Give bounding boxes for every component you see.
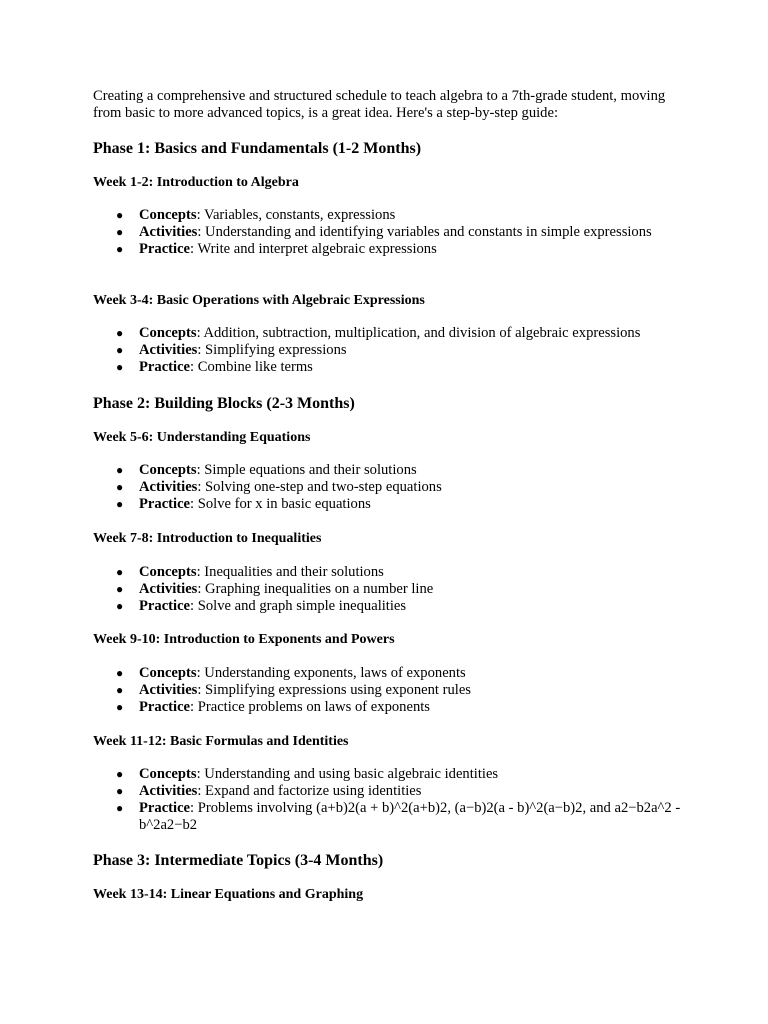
item-label: Practice [139,496,191,512]
item-label: Concepts [139,766,197,782]
list-item [93,342,699,359]
bullet-icon: ● [116,242,124,256]
week-1-2-list [93,207,699,258]
week-11-12-heading: Week 11-12: Basic Formulas and Identities [93,734,349,749]
phase-3-heading: Phase 3: Intermediate Topics (3-4 Months) [93,852,384,869]
list-item [93,462,699,479]
item-label: Practice [139,241,191,257]
item-text: : Write and interpret algebraic expressions [190,241,437,257]
item-label: Activities [139,479,198,495]
bullet-icon: ● [116,497,124,511]
bullet-icon: ● [116,326,124,340]
item-label: Concepts [139,325,197,341]
bullet-icon: ● [116,582,124,596]
item-text: : Problems involving (a+b)2(a + b)^2(a+b)2, (a−b)2(a - b)^2(a−b)2, and a2−b2a^2 - b^2a2−b2 [139,800,681,833]
list-item [93,766,699,783]
item-label: Activities [139,682,198,698]
bullet-icon: ● [116,208,124,222]
list-item [93,207,699,224]
item-text: : Addition, subtraction, multiplication, and division of algebraic expressions [196,325,641,341]
week-5-6-list [93,462,699,513]
list-item [93,479,699,496]
bullet-icon: ● [116,683,124,697]
list-item [93,800,699,834]
item-label: Practice [139,598,191,614]
list-item [93,598,699,615]
item-text: : Understanding exponents, laws of exponents [196,665,466,681]
bullet-icon: ● [116,801,124,815]
list-item [93,581,699,598]
week-11-12-list [93,766,699,834]
bullet-icon: ● [116,599,124,613]
list-item [93,359,699,376]
week-13-14-heading: Week 13-14: Linear Equations and Graphing [93,887,364,902]
item-label: Concepts [139,207,197,223]
item-text: : Simple equations and their solutions [196,462,417,478]
item-label: Activities [139,224,198,240]
week-3-4-list [93,325,699,376]
item-text: : Variables, constants, expressions [196,207,396,223]
item-label: Practice [139,800,191,816]
item-label: Concepts [139,665,197,681]
item-text: : Simplifying expressions using exponent rules [197,682,471,698]
week-5-6-heading: Week 5-6: Understanding Equations [93,430,311,445]
phase-2-heading: Phase 2: Building Blocks (2-3 Months) [93,395,355,412]
list-item [93,682,699,699]
item-text: : Simplifying expressions [197,342,347,358]
item-label: Practice [139,359,191,375]
week-7-8-heading: Week 7-8: Introduction to Inequalities [93,531,322,546]
intro-paragraph: Creating a comprehensive and structured schedule to teach algebra to a 7th-grade student, moving from basic to more advanced topics, is a great idea. Here's a step-by-step guide: [93,88,666,121]
item-text: : Solve for x in basic equations [190,496,371,512]
item-text: : Understanding and identifying variables and constants in simple expressions [197,224,652,240]
item-text: : Understanding and using basic algebraic identities [196,766,499,782]
list-item [93,699,699,716]
week-9-10-heading: Week 9-10: Introduction to Exponents and Powers [93,632,395,647]
item-text: : Solve and graph simple inequalities [190,598,407,614]
item-label: Practice [139,699,191,715]
item-label: Activities [139,783,198,799]
list-item [93,665,699,682]
list-item [93,325,699,342]
bullet-icon: ● [116,360,124,374]
bullet-icon: ● [116,767,124,781]
bullet-icon: ● [116,565,124,579]
item-text: : Solving one-step and two-step equations [197,479,442,495]
week-7-8-list [93,564,699,615]
bullet-icon: ● [116,666,124,680]
list-item [93,564,699,581]
week-3-4-heading: Week 3-4: Basic Operations with Algebraic Expressions [93,293,425,308]
phase-1-heading: Phase 1: Basics and Fundamentals (1-2 Months) [93,140,422,157]
item-text: : Graphing inequalities on a number line [197,581,434,597]
list-item [93,783,699,800]
list-item [93,496,699,513]
item-label: Activities [139,581,198,597]
bullet-icon: ● [116,700,124,714]
bullet-icon: ● [116,480,124,494]
item-label: Concepts [139,564,197,580]
item-label: Activities [139,342,198,358]
week-9-10-list [93,665,699,716]
item-text: : Expand and factorize using identities [197,783,422,799]
item-label: Concepts [139,462,197,478]
bullet-icon: ● [116,784,124,798]
item-text: : Inequalities and their solutions [196,564,384,580]
bullet-icon: ● [116,463,124,477]
list-item [93,224,699,241]
item-text: : Practice problems on laws of exponents [190,699,430,715]
bullet-icon: ● [116,343,124,357]
list-item [93,241,699,258]
item-text: : Combine like terms [190,359,313,375]
week-1-2-heading: Week 1-2: Introduction to Algebra [93,175,299,190]
bullet-icon: ● [116,225,124,239]
